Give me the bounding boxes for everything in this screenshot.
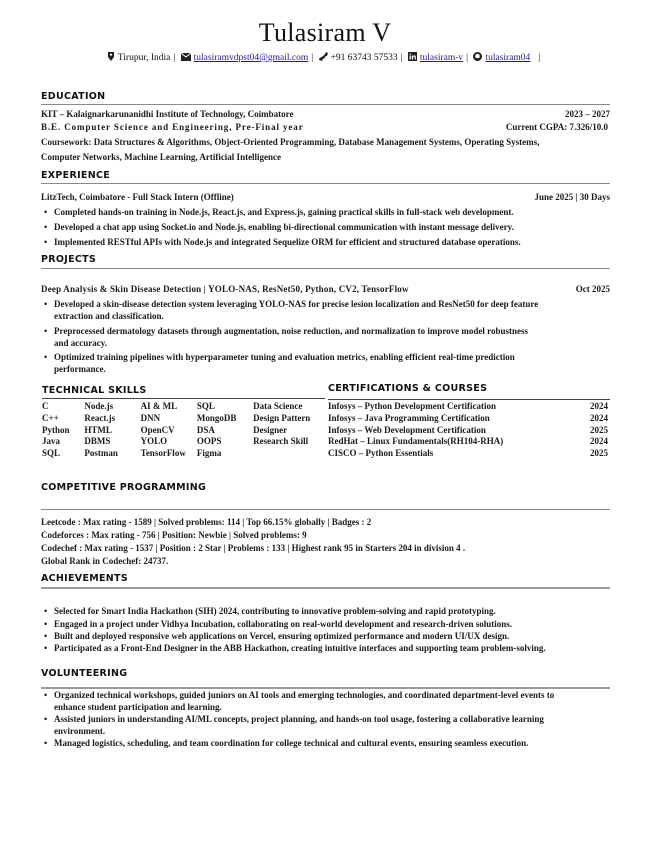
project-bullet: • Developed a skin-disease detection system leveraging YOLO-NAS for precise lesion localization and ResNet50 for deep feature extraction and classification. — [44, 299, 539, 321]
section-divider — [41, 183, 610, 184]
certification-item: CISCO – Python Essentials 2025 — [328, 448, 608, 459]
skill: SQL — [196, 401, 215, 411]
section-title-education: EDUCATION — [41, 91, 106, 102]
section-title-experience: EXPERIENCE — [41, 170, 111, 181]
degree: B.E. Computer Science and Engineering, Pre-Final year — [41, 122, 304, 132]
phone-number: +91 63743 57533 — [330, 53, 398, 63]
skill: Python — [42, 424, 70, 435]
skill: C — [42, 401, 49, 411]
skills-row — [42, 436, 332, 448]
section-title-projects: PROJECTS — [41, 254, 97, 265]
codechef-stats: Codechef : Max rating - 1537 | Position : 2 Star | Problems : 133 | Highest rank 95 in Starters 204 in division 4 . — [41, 543, 466, 553]
linkedin-link[interactable]: tulasiram-v — [419, 53, 464, 63]
section-divider — [328, 399, 610, 400]
skill: Data Science — [253, 401, 303, 411]
linkedin-icon — [408, 52, 417, 64]
project-bullet: • Preprocessed dermatology datasets through augmentation, noise reduction, and normalization to improve model robustness and accuracy. — [44, 326, 529, 348]
project-title: Deep Analysis & Skin Disease Detection | YOLO-NAS, ResNet50, Python, CV2, TensorFlow — [41, 284, 409, 294]
github-link[interactable]: tulasiram04 — [485, 53, 531, 63]
separator: | — [311, 53, 314, 63]
separator: | — [466, 53, 469, 63]
skill: Postman — [84, 448, 118, 459]
skill: DBMS — [84, 436, 111, 447]
certification-item: Infosys – Web Development Certification 2025 — [328, 424, 608, 435]
section-divider — [42, 398, 325, 399]
separator: | — [538, 53, 541, 63]
skill: OOPS — [196, 436, 222, 447]
certifications-list — [328, 401, 608, 460]
skill: HTML — [84, 424, 112, 435]
skills-row — [42, 448, 332, 460]
skill: YOLO — [140, 436, 168, 447]
skills-row — [42, 413, 332, 425]
separator: | — [173, 53, 176, 63]
skills-row — [42, 425, 332, 437]
experience-bullet: • Developed a chat app using Socket.io and Node.js, enabling bi-directional communication with instant message delivery. — [44, 222, 514, 232]
certification-item: Infosys – Python Development Certification 2024 — [328, 401, 608, 411]
skill: DNN — [140, 412, 161, 423]
skill: Design Pattern — [253, 412, 311, 423]
map-pin-icon — [107, 52, 115, 64]
skill: MongoDB — [196, 412, 237, 423]
section-title-certifications: CERTIFICATIONS & COURSES — [328, 383, 488, 394]
skill: Research Skill — [253, 436, 309, 447]
contact-line — [0, 52, 650, 64]
achievement-bullet: • Engaged in a project under Vidhya Incubation, collaborating on real-world development and research-driven solutions. — [44, 619, 512, 629]
skill: SQL — [42, 448, 61, 459]
candidate-name: Tulasiram V — [258, 18, 392, 47]
achievement-bullet: • Built and deployed responsive web applications on Vercel, ensuring optimized performance and modern UI/UX design. — [44, 631, 510, 641]
skills-grid — [42, 401, 332, 460]
skill: OpenCV — [140, 424, 175, 435]
volunteering-bullet: • Organized technical workshops, guided juniors on AI tools and emerging technologies, and coordinated department-level events to enhance student participation and learning. — [44, 690, 555, 712]
experience-bullet: • Completed hands-on training in Node.js, React.js, and Express.js, gaining practical skills in full-stack web development. — [44, 207, 514, 217]
phone-icon — [319, 52, 328, 64]
skill: Java — [42, 436, 60, 447]
skill: C++ — [42, 412, 59, 423]
certification-item: Infosys – Java Programming Certification 2024 — [328, 412, 608, 423]
experience-bullet: • Implemented RESTful APIs with Node.js and integrated Sequelize ORM for efficient and structured database operations. — [44, 237, 521, 247]
skill: Designer — [253, 424, 288, 435]
email-link[interactable]: tulasiramvdpst04@gmail.com — [193, 53, 309, 63]
github-icon — [473, 52, 482, 64]
section-divider — [41, 104, 610, 105]
achievement-bullet: • Participated as a Front-End Designer in the ABB Hackathon, creating intuitive interfaces and supporting team problem-solving. — [44, 643, 546, 653]
skill: TensorFlow — [140, 448, 186, 459]
skill: DSA — [196, 424, 215, 435]
section-divider — [41, 587, 610, 589]
skill: Node.js — [84, 401, 114, 411]
experience-role: LitzTech, Coimbatore - Full Stack Intern (Offline) — [41, 192, 234, 202]
skills-row — [42, 401, 332, 413]
volunteering-bullet: • Assisted juniors in understanding AI/ML concepts, project planning, and hands-on tool usage, fostering a collaborative learning environment. — [44, 714, 544, 736]
leetcode-stats: Leetcode : Max rating - 1589 | Solved problems: 114 | Top 66.15% globally | Badges : 2 — [41, 517, 372, 527]
volunteering-bullet: • Managed logistics, scheduling, and team coordination for college technical and cultural events, ensuring seamless execution. — [44, 738, 529, 748]
coursework-line-2: Computer Networks, Machine Learning, Artificial Intelligence — [41, 152, 282, 162]
codeforces-stats: Codeforces : Max rating - 756 | Position: Newbie | Solved problems: 9 — [41, 530, 307, 540]
skill — [253, 448, 332, 460]
coursework-line-1: Coursework: Data Structures & Algorithms, Object-Oriented Programming, Database Management Systems, Operating Systems, — [41, 137, 540, 147]
project-bullet: • Optimized training pipelines with hyperparameter tuning and evaluation metrics, enabling efficient real-time prediction performance. — [44, 352, 515, 374]
section-title-volunteering: VOLUNTEERING — [41, 668, 128, 679]
section-divider — [41, 268, 610, 269]
skill: Figma — [196, 448, 222, 459]
institution: KIT – Kalaignarkarunanidhi Institute of Technology, Coimbatore — [41, 109, 294, 119]
achievement-bullet: • Selected for Smart India Hackathon (SIH) 2024, contributing to innovative problem-solving and rapid prototyping. — [44, 606, 496, 616]
section-title-skills: TECHNICAL SKILLS — [42, 385, 147, 396]
certification-item: RedHat – Linux Fundamentals(RH104-RHA) 2024 — [328, 436, 608, 447]
codechef-global-rank: Global Rank in Codechef: 24737. — [41, 556, 169, 566]
section-divider — [41, 509, 610, 510]
envelope-icon — [181, 53, 191, 64]
separator: | — [400, 53, 403, 63]
location: Tirupur, India — [117, 53, 171, 63]
project-date: Oct 2025 — [575, 284, 610, 294]
section-title-achievements: ACHIEVEMENTS — [41, 573, 128, 584]
experience-dates: June 2025 | 30 Days — [534, 192, 610, 202]
section-title-competitive: COMPETITIVE PROGRAMMING — [41, 482, 207, 493]
education-dates: 2023 – 2027 — [565, 109, 610, 119]
skill: React.js — [84, 412, 116, 423]
cgpa: Current CGPA: 7.326/10.0 — [505, 122, 608, 132]
skill: AI & ML — [140, 401, 178, 411]
